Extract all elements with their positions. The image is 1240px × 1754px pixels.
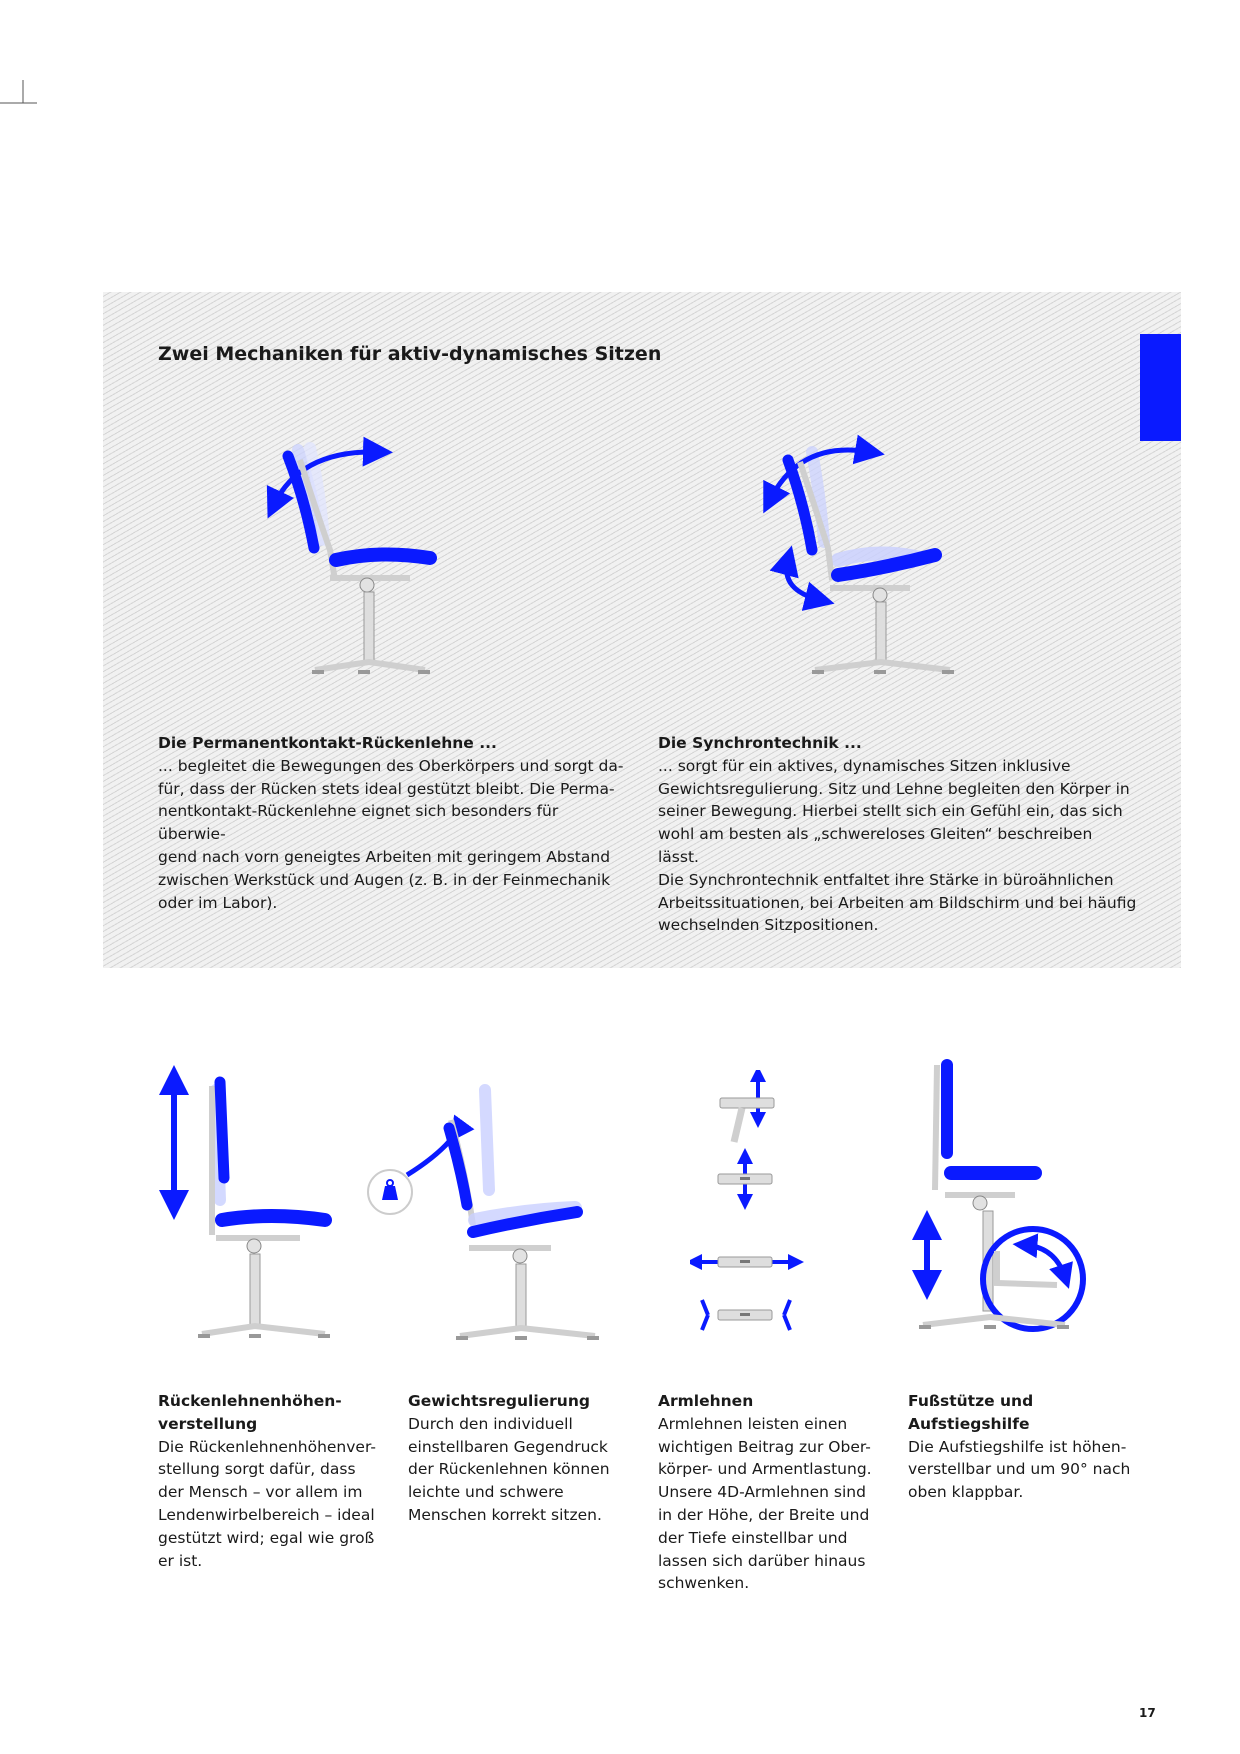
heading-line: Rückenlehnenhöhen-: [158, 1392, 342, 1410]
feature-armrests: [658, 1390, 888, 1595]
text-line: Die Synchrontechnik entfaltet ihre Stärke in büroähnlichen: [658, 870, 1114, 889]
feature-heading: [408, 1390, 638, 1413]
text-line: gestützt wird; egal wie groß: [158, 1528, 375, 1547]
text-line: Lendenwirbelbereich – ideal: [158, 1505, 375, 1524]
text-line: wichtigen Beitrag zur Ober-: [658, 1437, 871, 1456]
heading-line: verstellung: [158, 1414, 258, 1433]
panel-title: Zwei Mechaniken für aktiv-dynamisches Sitzen: [158, 343, 662, 365]
text-line: für, dass der Rücken stets ideal gestützt bleibt. Die Perma-: [158, 779, 615, 798]
text-line: körper- und Armentlastung.: [658, 1460, 872, 1479]
text-line: der Tiefe einstellbar und: [658, 1528, 848, 1547]
text-line: wechselnden Sitzpositionen.: [658, 916, 879, 935]
weight-icon: [368, 1170, 412, 1214]
chapter-tab: [1140, 334, 1181, 441]
armrests-illustration: [690, 1070, 810, 1340]
weight-regulation-illustration: [365, 1080, 605, 1350]
text-line: ... sorgt für ein aktives, dynamisches Sitzen inklusive: [658, 756, 1071, 775]
text-line: zwischen Werkstück und Augen (z. B. in der Feinmechanik: [158, 870, 611, 889]
text-line: in der Höhe, der Breite und: [658, 1505, 870, 1524]
feature-weight-regulation: [408, 1390, 638, 1527]
text-line: verstellbar und um 90° nach: [908, 1460, 1131, 1479]
text-line: Unsere 4D-Armlehnen sind: [658, 1483, 866, 1502]
text-line: er ist.: [158, 1551, 203, 1570]
heading-line: Armlehnen: [658, 1392, 754, 1410]
text-line: wohl am besten als „schwereloses Gleiten“ beschreiben lässt.: [658, 825, 1093, 866]
text-line: Menschen korrekt sitzen.: [408, 1505, 602, 1524]
heading-line: Fußstütze und: [908, 1392, 1034, 1410]
text-line: einstellbaren Gegendruck: [408, 1437, 608, 1456]
backrest-height-illustration: [150, 1060, 350, 1350]
heading-line: Gewichtsregulierung: [408, 1392, 590, 1410]
footrest-illustration: [905, 1055, 1105, 1350]
page-number: 17: [1139, 1706, 1156, 1720]
text-line: oben klappbar.: [908, 1483, 1024, 1502]
feature-backrest-height: [158, 1390, 388, 1572]
permanent-contact-chair-illustration: [260, 430, 480, 690]
text-line: ... begleitet die Bewegungen des Oberkörpers und sorgt da-: [158, 756, 624, 775]
text-line: Die Aufstiegshilfe ist höhen-: [908, 1437, 1127, 1456]
text-line: seiner Bewegung. Hierbei stellt sich ein Gefühl ein, das sich: [658, 802, 1123, 821]
heading-line: Aufstiegshilfe: [908, 1414, 1030, 1433]
section-heading: Die Permanentkontakt-Rückenlehne ...: [158, 734, 497, 752]
text-line: Gewichtsregulierung. Sitz und Lehne begleiten den Körper in: [658, 779, 1130, 798]
crop-mark: [0, 80, 37, 104]
text-line: Armlehnen leisten einen: [658, 1414, 848, 1433]
feature-heading: [658, 1390, 888, 1413]
text-line: gend nach vorn geneigtes Arbeiten mit geringem Abstand: [158, 847, 611, 866]
text-line: oder im Labor).: [158, 893, 278, 912]
feature-heading: [158, 1390, 388, 1436]
text-line: Durch den individuell: [408, 1414, 573, 1433]
feature-heading: [908, 1390, 1148, 1436]
text-line: nentkontakt-Rückenlehne eignet sich besonders für überwie-: [158, 802, 559, 844]
synchro-description: [658, 732, 1138, 937]
text-line: lassen sich darüber hinaus: [658, 1551, 866, 1570]
text-line: der Mensch – vor allem im: [158, 1483, 363, 1502]
permanent-contact-description: [158, 732, 628, 914]
text-line: Die Rückenlehnenhöhenver-: [158, 1437, 376, 1456]
text-line: leichte und schwere: [408, 1483, 564, 1502]
synchro-chair-illustration: [760, 430, 980, 690]
text-line: schwenken.: [658, 1574, 750, 1593]
text-line: der Rückenlehnen können: [408, 1460, 610, 1479]
text-line: Arbeitssituationen, bei Arbeiten am Bildschirm und bei häufig: [658, 893, 1137, 912]
text-line: stellung sorgt dafür, dass: [158, 1460, 356, 1479]
feature-footrest: [908, 1390, 1148, 1504]
section-heading: Die Synchrontechnik ...: [658, 734, 862, 752]
